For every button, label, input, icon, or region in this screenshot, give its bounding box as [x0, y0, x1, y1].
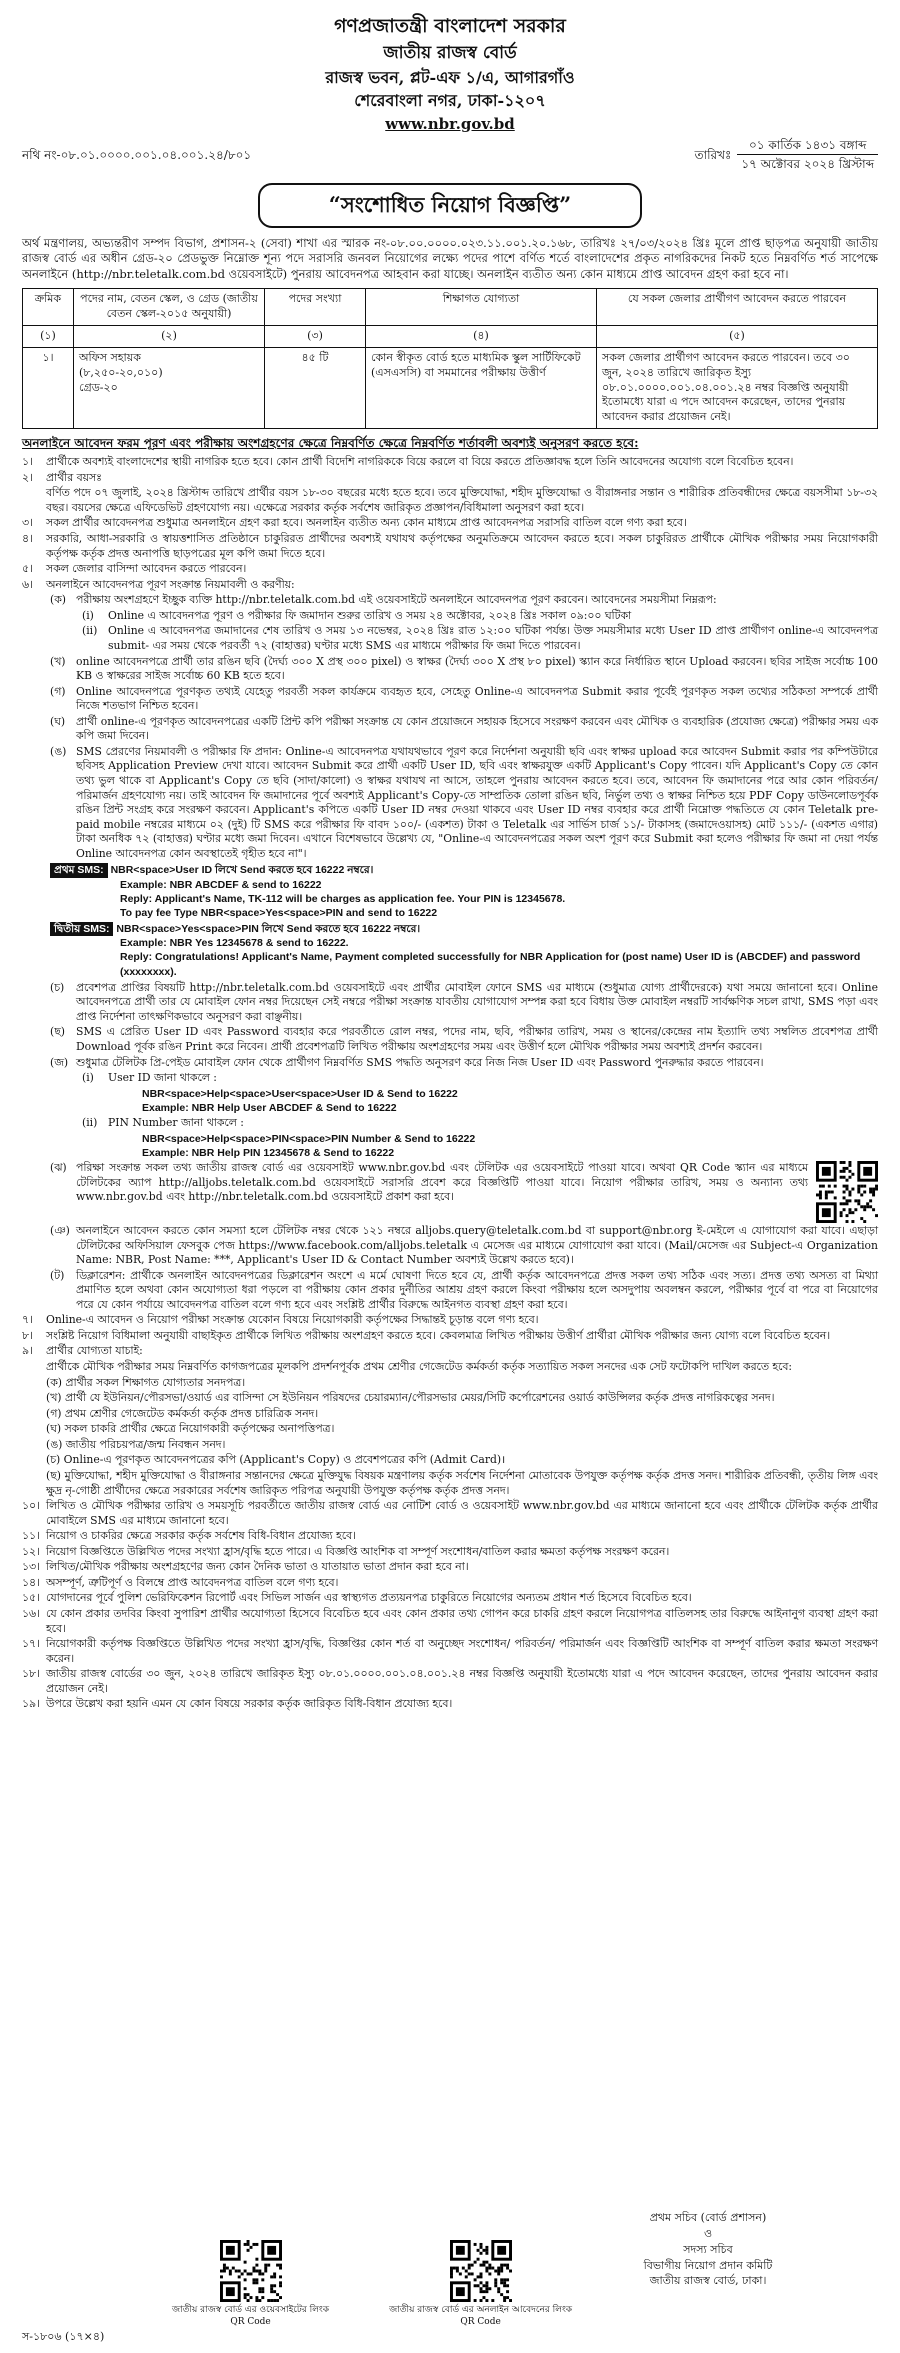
list-item: [22, 1407, 878, 1422]
list-item: [50, 745, 878, 862]
num-3: (৩): [265, 325, 366, 347]
num-2: (২): [74, 325, 265, 347]
date-label: তারিখঃ: [694, 147, 732, 162]
item-text: ডিক্লারেশন: প্রার্থীকে অনলাইন আবেদনপত্রের ডিক্লারেশন অংশে এ মর্মে ঘোষণা দিতে হবে যে, প্রার্থী কর্তৃক আবেদনপত্রে প্রদত্ত সকল তথ্য সঠিক এবং সত্য। প্রদত্ত তথ্য অসত্য বা মিথ্যা প্রমাণিত হলে অথবা কোন অযোগ্যতা ধরা পড়লে বা পরীক্ষায় কোন প্রকার দুর্নীতির আশ্রয় গ্রহণ করলে কিংবা পরীক্ষায় হলে অসদুপায় অবলম্বন করলে, পরীক্ষার পূর্বে বা পরে বা নিয়োগের পরে যে কোন পর্যায়ে আবেদনপত্র বাতিল বলে গণ্য হবে এবং সংশ্লিষ্ট প্রার্থীর বিরুদ্ধে আইনগত ব্যবস্থা গ্রহণ করা হবে।: [76, 1268, 878, 1311]
list-item: [50, 685, 878, 714]
date-bangla: ০১ কার্তিক ১৪৩১ বঙ্গাব্দ: [737, 136, 878, 155]
list-item: [22, 532, 878, 561]
qr-code-icon[interactable]: [816, 1161, 878, 1223]
item-text: (গ) প্রথম শ্রেণীর গেজেটেড কর্মকর্তা কর্তৃক প্রদত্ত চারিত্রিক সনদ।: [46, 1406, 319, 1420]
list-item: [22, 1422, 878, 1437]
item-number: ১৪।: [22, 1575, 40, 1589]
item-text: (ক) প্রার্থীর সকল শিক্ষাগত যোগ্যতার সনদপত্র।: [46, 1375, 246, 1389]
sign-line-3: সদস্য সচিব: [683, 2242, 733, 2256]
num-1: (১): [23, 325, 74, 347]
list-item: [22, 1438, 878, 1453]
sms-first-tag: প্রথম SMS:: [50, 863, 108, 877]
item-text: অনলাইনে আবেদন করতে কোন সমস্যা হলে টেলিটক নম্বর থেকে ১২১ নম্বরে alljobs.query@teletalk.com.bd বা support@nbr.org ই-মেইলে এ যোগাযোগ করা যাবে। এছাড়া টেলিটকের অফিসিয়াল ফেসবুক পেজ https://www.facebook.com/alljobs.teletalk এ মেসেজ এর মাধ্যমে যোগাযোগ করা যাবে। (Mail/মেসেজ এর Subject-এ Organization Name: NBR, Post Name: ***, Applicant's User ID & Contact Number অবশ্যই উল্লেখ করতে হবে)।: [76, 1223, 878, 1267]
recovery-list: [22, 1071, 878, 1160]
item-number: [22, 1469, 46, 1498]
qr-codes: [172, 2240, 572, 2328]
list-item: [22, 1391, 878, 1406]
item-text: (ছ) মুক্তিযোদ্ধা, শহীদ মুক্তিযোদ্ধা ও বীরাঙ্গনার সন্তানদের ক্ষেত্রে মুক্তিযুদ্ধ বিষয়ক মন্ত্রণালয় কর্তৃক সর্বশেষ নির্দেশনা মোতাবেক উপযুক্ত কর্তৃপক্ষ কর্তৃক প্রদত্ত সনদ। শারীরিক প্রতিবন্ধী, তৃতীয় লিঙ্গ এবং ক্ষুদ্র নৃ-গোষ্ঠী প্রার্থীদের ক্ষেত্রে সরকারের সর্বশেষ জারিকৃত পরিপত্র অনুযায়ী উপযুক্ত কর্তৃপক্ষ কর্তৃক প্রদত্ত সনদ।: [46, 1468, 878, 1497]
table-number-row: [23, 325, 878, 347]
item-number: ১১।: [22, 1529, 40, 1543]
col-serial: ক্রমিক: [23, 289, 74, 326]
info-rules-list: [22, 1161, 878, 1312]
item-number: ১৫।: [22, 1591, 40, 1605]
item-number: (ট): [50, 1268, 65, 1282]
item-text: সকল প্রার্থীর আবেদনপত্র শুধুমাত্র অনলাইনে গ্রহণ করা হবে। অনলাইন ব্যতীত অন্য কোন মাধ্যমে প্রাপ্ত আবেদনপত্র সরাসরি বাতিল বলে গণ্য করা হবে।: [46, 516, 687, 530]
item-number: ৯।: [22, 1344, 33, 1358]
qr-code-icon: [220, 2240, 282, 2302]
online-rules-list: [22, 593, 878, 861]
letterhead: [22, 14, 878, 134]
list-item: [22, 486, 878, 515]
item-text: সরকারি, আধা-সরকারি ও স্বায়ত্তশাসিত প্রতিষ্ঠানে চাকুরিরত প্রার্থীদের অবশ্যই যথাযথ কর্তৃপক্ষের অনুমতিক্রমে আবেদন করতে হবে। সকল চাকুরিরত প্রার্থীকে মৌখিক পরীক্ষার সময় নিয়োগকারী কর্তৃপক্ষ কর্তৃক প্রদত্ত অনাপত্তি ছাড়পত্রের মূল কপি জমা দিতে হবে।: [46, 532, 878, 560]
item-number: (ঘ): [50, 714, 66, 728]
item-number: ১৯।: [22, 1697, 40, 1711]
address-line-2: শেরেবাংলা নগর, ঢাকা-১২০৭: [354, 91, 546, 111]
list-item: [22, 562, 878, 577]
item-number: [22, 486, 46, 515]
list-item: [22, 1499, 878, 1528]
org-name: জাতীয় রাজস্ব বোর্ড: [383, 42, 517, 63]
qr-website[interactable]: [172, 2240, 329, 2328]
item-number: ১৬।: [22, 1607, 40, 1621]
item-number: (i): [82, 1071, 94, 1085]
gov-name: গণপ্রজাতন্ত্রী বাংলাদেশ সরকার: [334, 15, 566, 37]
item-text: প্রার্থীকে অবশ্যই বাংলাদেশের স্থায়ী নাগরিক হতে হবে। কোন প্রার্থী বিদেশি নাগরিককে বিয়ে করলে বা বিয়ে করতে প্রতিজ্ঞাবদ্ধ হলে তিনি আবেদনের অযোগ্য বলে বিবেচিত হবেন।: [46, 455, 794, 469]
row-serial: ১।: [23, 347, 74, 428]
item-number: [22, 1438, 46, 1453]
grade: গ্রেড-২০: [79, 380, 118, 394]
row-post: [74, 347, 265, 428]
item-number: ১৮।: [22, 1667, 40, 1681]
list-item: [50, 1224, 878, 1268]
date-block: [695, 136, 878, 173]
item-text: সংশ্লিষ্ট নিয়োগ বিধিমালা অনুযায়ী বাছাইকৃত প্রার্থীকে লিখিত পরীক্ষায় অংশগ্রহণ করতে হবে। কেবলমাত্র লিখিত পরীক্ষায় উত্তীর্ণ প্রার্থীরা মৌখিক পরীক্ষার জন্য যোগ্য বলে বিবেচিত হবেন।: [46, 1328, 831, 1342]
sms-first-line-1: NBR<space>User ID লিখে Send করতে হবে 16222 নম্বরে।: [110, 864, 374, 877]
sms-first: [50, 863, 878, 920]
item-number: ১০।: [22, 1499, 40, 1513]
item-number: (চ): [50, 980, 65, 994]
recovery-example: Example: NBR Help PIN 12345678 & Send to 16222: [142, 1146, 395, 1159]
item-text: (ঙ) জাতীয় পরিচয়পত্র/জন্ম নিবন্ধন সনদ।: [46, 1437, 226, 1451]
list-item: [22, 1360, 878, 1375]
item-number: ৮।: [22, 1328, 33, 1342]
item-text: লিখিত ও মৌখিক পরীক্ষার তারিখ ও সময়সূচি পরবর্তীতে জাতীয় রাজস্ব বোর্ড এর নোটিশ বোর্ড ও ওয়েবসাইট www.nbr.gov.bd এর মাধ্যমে জানানো হবে এবং প্রার্থীকে টেলিটক কর্তৃক প্রার্থীর মোবাইলে SMS এর মাধ্যমে জানানো হবে।: [46, 1499, 878, 1527]
sign-line-4: বিভাগীয় নিয়োগ প্রদান কমিটি: [643, 2258, 773, 2272]
reference-row: [22, 136, 878, 173]
item-text: online আবেদনপত্রে প্রার্থী তার রঙিন ছবি (দৈর্ঘ্য ৩০০ X প্রস্থ ৩০০ pixel) ও স্বাক্ষর (দৈর্ঘ্য ৩০০ X প্রস্থ ৮০ pixel) স্ক্যান করে নির্ধারিত স্থানে Upload করবেন। ছবির সাইজ সর্বোচ্চ 100 KB ও স্বাক্ষরের সাইজ সর্বোচ্চ 60 KB হতে হবে।: [76, 654, 878, 683]
item-number: (ঙ): [50, 744, 67, 758]
list-item: [50, 1025, 878, 1054]
item-number: [22, 1360, 46, 1375]
list-item: [22, 1607, 878, 1636]
list-item: [22, 1545, 878, 1560]
item-number: (খ): [50, 654, 66, 668]
item-text: Online এ আবেদনপত্র জমাদানের শেষ তারিখ ও সময় ১৩ নভেম্বর, ২০২৪ খ্রিঃ রাত ১২:০০ ঘটিকা পর্যন্ত। উক্ত সময়সীমার মধ্যে User ID প্রাপ্ত প্রার্থীগণ online-এ আবেদনপত্র submit- এর সময় থেকে পরবর্তী ৭২ (বাহাত্তর) ঘণ্টার মধ্যে SMS এর মাধ্যমে পরীক্ষার ফি জমা দিতে পারবেন।: [108, 624, 878, 652]
col-post: পদের নাম, বেতন স্কেল, ও গ্রেড (জাতীয় বেতন স্কেল-২০১৫ অনুযায়ী): [74, 289, 265, 326]
sms-second-line-2: Example: NBR Yes 12345678 & send to 16222.: [120, 937, 349, 950]
item-number: (ঞ): [50, 1223, 70, 1237]
qr-website-label: QR Code: [230, 2317, 271, 2328]
conditions-list: [22, 1313, 878, 1712]
sms-second-line-3: Reply: Congratulations! Applicant's Name, Payment completed successfully for NBR Application for (post name) User ID is (ABCDEF) and password (xxxxxxxx).: [120, 951, 861, 978]
row-count: ৪৫ টি: [265, 347, 366, 428]
list-item: [22, 1453, 878, 1468]
list-item: [22, 1667, 878, 1696]
item-text: নিয়োগ বিজ্ঞপ্তিতে উল্লিখিত পদের সংখ্যা হ্রাস/বৃদ্ধি হতে পারে। এ বিজ্ঞপ্তি আংশিক বা সম্পূর্ণ সংশোধন/বাতিল করার ক্ষমতা কর্তৃপক্ষ সংরক্ষণ করেন।: [46, 1544, 670, 1558]
date-english: ১৭ অক্টোবর ২০২৪ খ্রিস্টাব্দ: [741, 157, 874, 172]
item-text: শুধুমাত্র টেলিটক প্রি-পেইড মোবাইল ফোন থেকে প্রার্থীগণ নিম্নবর্ণিত SMS পদ্ধতি অনুসরণ করে নিজ নিজ User ID এবং Password পুনরুদ্ধার করতে পারবেন।: [76, 1055, 764, 1069]
posts-table: [22, 288, 878, 429]
qr-code-icon: [450, 2240, 512, 2302]
list-item: [22, 1697, 878, 1712]
item-number: ৭।: [22, 1313, 33, 1327]
sign-line-1: প্রথম সচিব (বোর্ড প্রশাসন): [649, 2211, 767, 2224]
item-number: [22, 1407, 46, 1422]
item-text: যে কোন প্রকার তদবির কিংবা সুপারিশ প্রার্থীর অযোগ্যতা হিসেবে বিবেচিত হবে এবং কোন প্রকার তথ্য গোপন করে চাকরি গ্রহণ করলে নিয়োগপত্র বাতিলসহ তার বিরুদ্ধে আইনানুগ ব্যবস্থা গ্রহণ করা হবে।: [46, 1607, 878, 1635]
table-row: [23, 347, 878, 428]
item-number: ১২।: [22, 1544, 40, 1558]
instructions-heading: অনলাইনে আবেদন ফরম পূরণ এবং পরীক্ষায় অংশগ্রহণের ক্ষেত্রে নিম্নবর্ণিত ক্ষেত্রে নিম্নবর্ণিত শর্তাবলী অবশ্যই অনুসরণ করতে হবে:: [22, 436, 639, 451]
item-text: SMS এ প্রেরিত User ID এবং Password ব্যবহার করে পরবর্তীতে রোল নম্বর, পদের নাম, ছবি, পরীক্ষার তারিখ, সময় ও স্থানের/কেন্দ্রের নাম ইত্যাদি তথ্য সম্বলিত প্রবেশপত্র প্রার্থী Download পূর্বক রঙিন Print করে নিবেন। প্রার্থী প্রবেশপত্রটি লিখিত পরীক্ষায় অংশগ্রহণের সময় এবং উত্তীর্ণ হলে মৌখিক পরীক্ষার সময় অবশ্যই প্রদর্শন করবেন।: [76, 1025, 878, 1054]
print-code: স-১৮০৬ (১৭×৪): [22, 2330, 105, 2343]
list-item: [22, 1313, 878, 1328]
list-item: [50, 981, 878, 1025]
sms-second-tag: দ্বিতীয় SMS:: [50, 922, 113, 936]
sms-second: [50, 922, 878, 979]
list-item: [22, 1469, 878, 1498]
table-header-row: [23, 289, 878, 326]
sms-first-line-4: To pay fee Type NBR<space>Yes<space>PIN and send to 16222: [120, 906, 438, 919]
list-item: [50, 1056, 878, 1071]
col-qualification: শিক্ষাগত যোগ্যতা: [366, 289, 597, 326]
recovery-command: NBR<space>Help<space>User<space>User ID & Send to 16222: [142, 1087, 458, 1100]
sign-line-2: ও: [703, 2226, 713, 2240]
item-text: উপরে উল্লেখ করা হয়নি এমন যে কোন বিষয়ে সরকার কর্তৃক জারিকৃত বিধি-বিধান প্রযোজ্য হবে।: [46, 1697, 453, 1711]
item-text: প্রার্থী online-এ পূরণকৃত আবেদনপত্রের একটি প্রিন্ট কপি পরীক্ষা সংক্রান্ত যে কোন প্রয়োজনে সহায়ক হিসেবে সংরক্ষণ করবেন এবং মৌখিক ও ব্যবহারিক (প্রযোজ্য ক্ষেত্রে) পরীক্ষার সময় এক কপি জমা দিবেন।: [76, 714, 878, 743]
item-number: ৩।: [22, 516, 33, 530]
recovery-command: NBR<space>Help<space>PIN<space>PIN Number & Send to 16222: [142, 1132, 476, 1145]
item-text: Online-এ আবেদন ও নিয়োগ পরীক্ষা সংক্রান্ত যেকোন বিষয়ে নিয়োগকারী কর্তৃপক্ষের সিদ্ধান্তই চূড়ান্ত বলে গণ্য হবে।: [46, 1313, 539, 1327]
item-text: প্রার্থীর যোগ্যতা যাচাই:: [46, 1344, 143, 1358]
item-number: ১।: [22, 455, 33, 469]
post-name: অফিস সহায়ক: [79, 350, 141, 364]
item-number: (গ): [50, 684, 66, 698]
num-4: (৪): [366, 325, 597, 347]
sms-first-line-3: Reply: Applicant's Name, TK-112 will be charges as application fee. Your PIN is 12345678.: [120, 892, 566, 905]
list-item: [50, 1161, 878, 1223]
admit-rules-list: [22, 981, 878, 1070]
item-number: [22, 1422, 46, 1437]
item-number: [22, 1376, 46, 1391]
list-item: [22, 1376, 878, 1391]
list-item: [22, 1344, 878, 1359]
list-item: [22, 1329, 878, 1344]
item-text: জাতীয় রাজস্ব বোর্ডের ৩০ জুন, ২০২৪ তারিখে জারিকৃত ইস্যু ০৮.০১.০০০০.০০১.০৪.০০১.২৪ নম্বর বিজ্ঞপ্তি অনুযায়ী ইতোমধ্যে যারা এ পদে আবেদন করেছেন, তাদের পুনরায় আবেদন করার প্রয়োজন নেই।: [46, 1667, 878, 1695]
item-text: লিখিত/মৌখিক পরীক্ষায় অংশগ্রহণের জন্য কোন দৈনিক ভাতা ও যাতায়াত ভাতা প্রদান করা হবে না।: [46, 1560, 469, 1574]
item-text: Online এ আবেদনপত্র পূরণ ও পরীক্ষার ফি জমাদান শুরুর তারিখ ও সময় ২৪ অক্টোবর, ২০২৪ খ্রিঃ সকাল ০৯:০০ ঘটিকা: [108, 608, 632, 622]
list-item: [50, 1269, 878, 1313]
recovery-item: [22, 1071, 878, 1115]
row-districts: সকল জেলার প্রার্থীগণ আবেদন করতে পারবেন। তবে ৩০ জুন, ২০২৪ তারিখে জারিকৃত ইস্যু ০৮.০১.০০০০.০০১.০৪.০০১.২৪ নম্বর বিজ্ঞপ্তি অনুযায়ী ইতোমধ্যে যারা এ পদে আবেদন করেছেন, তাদের পুনরায় আবেদন করার প্রয়োজন নেই।: [597, 347, 878, 428]
recovery-heading: User ID জানা থাকলে :: [108, 1071, 217, 1085]
item-number: (জ): [50, 1055, 69, 1069]
pay-scale: (৮,২৫০-২০,০১০): [79, 365, 163, 379]
list-item: [82, 609, 878, 624]
qr-website-caption: জাতীয় রাজস্ব বোর্ড এর ওয়েবসাইটের লিংক: [172, 2305, 330, 2315]
item-text: পরীক্ষায় অংশগ্রহণে ইচ্ছুক ব্যক্তি http://nbr.teletalk.com.bd এই ওয়েবসাইটে অনলাইনে আবেদনপত্র পূরণ করবেন। আবেদনের সময়সীমা নিম্নরূপ:: [76, 593, 717, 607]
sign-line-5: জাতীয় রাজস্ব বোর্ড, ঢাকা।: [649, 2274, 767, 2288]
item-text: (ঘ) সকল চাকরি প্রার্থীর ক্ষেত্রে নিয়োগকারী কর্তৃপক্ষের অনাপত্তিপত্র।: [46, 1422, 335, 1436]
qr-application[interactable]: [389, 2240, 572, 2328]
item-number: (ছ): [50, 1025, 65, 1039]
list-item: [22, 471, 878, 486]
sms-second-line-1: NBR<space>Yes<space>PIN লিখে Send করতে হবে 16222 নম্বরে।: [116, 923, 421, 936]
item-text: প্রবেশপত্র প্রাপ্তির বিষয়টি http://nbr.teletalk.com.bd ওয়েবসাইটে এবং প্রার্থীর মোবাইল ফোনে SMS এর মাধ্যমে (শুধুমাত্র যোগ্য প্রার্থীদেরকে) যথা সময়ে জানানো হবে। Online আবেদনপত্রে প্রার্থী তার যে মোবাইল ফোন নম্বর দিয়েছেন সেই নম্বরে পরীক্ষা সংক্রান্ত যাবতীয় যোগাযোগ সম্পন্ন করা হবে বিধায় উক্ত মোবাইল নম্বরটি সার্বক্ষণিক সচল রাখা, SMS পড়া এবং প্রাপ্ত নির্দেশনা তাৎক্ষণিকভাবে অনুসরণ করা বাঞ্ছনীয়।: [76, 980, 878, 1023]
list-item: [22, 578, 878, 593]
item-number: ২।: [22, 470, 33, 484]
item-number: (ক): [50, 593, 66, 607]
signature-block: [578, 2210, 838, 2290]
intro-paragraph: অর্থ মন্ত্রণালয়, অভ্যন্তরীণ সম্পদ বিভাগ, প্রশাসন-২ (সেবা) শাখা এর স্মারক নং-০৮.০০.০০০০.০২৩.১১.০০১.২০.১৬৮, তারিখঃ ২৭/০৩/২০২৪ খ্রিঃ মূলে প্রাপ্ত ছাড়পত্র অনুযায়ী জাতীয় রাজস্ব বোর্ড এর অধীন গ্রেড-২০ প্রেডভুক্ত নিম্নোক্ত শূন্য পদে সরাসরি জনবল নিয়োগের লক্ষ্যে পদের পাশে বর্ণিত শর্তে বাংলাদেশের প্রকৃত নাগরিকদের নিকট হতে নিম্নবর্ণিত শর্ত সাপেক্ষে অনলাইনে (http://nbr.teletalk.com.bd ওয়েবসাইটে) পুনরায় আবেদনপত্র আহবান করা যাচ্ছে। অনলাইন ব্যতীত অন্য কোন মাধ্যমে প্রাপ্ত আবেদন গ্রহণ করা হবে না।: [22, 235, 878, 281]
item-number: (i): [82, 608, 94, 622]
list-item: [82, 624, 878, 653]
col-districts: যে সকল জেলার প্রার্থীগণ আবেদন করতে পারবেন: [597, 289, 878, 326]
list-item: [22, 1560, 878, 1575]
item-text: প্রার্থীর বয়সঃ: [46, 470, 102, 484]
notice-title: “সংশোধিত নিয়োগ বিজ্ঞপ্তি”: [258, 183, 642, 227]
item-number: ৬।: [22, 577, 33, 591]
website-link[interactable]: www.nbr.gov.bd: [385, 114, 515, 133]
recovery-heading: PIN Number জানা থাকলে :: [108, 1116, 244, 1130]
list-item: [22, 1529, 878, 1544]
address-line-1: রাজস্ব ভবন, প্লট-এফ ১/এ, আগারগাঁও: [325, 67, 575, 87]
item-number: (ঝ): [50, 1160, 67, 1174]
row-qualification: কোন স্বীকৃত বোর্ড হতে মাধ্যমিক স্কুল সার্টিফিকেট (এসএসসি) বা সমমানের পরীক্ষায় উত্তীর্ণ: [366, 347, 597, 428]
item-text: বর্ণিত পদে ০৭ জুলাই, ২০২৪ খ্রিস্টাব্দ তারিখে প্রার্থীর বয়স ১৮-৩০ বছরের মধ্যে হতে হবে। তবে মুক্তিযোদ্ধা, শহীদ মুক্তিযোদ্ধা ও বীরাঙ্গনার সন্তান ও শারীরিক প্রতিবন্ধীদের ক্ষেত্রে বয়সসীমা ১৮-৩২ বছর। বয়সের ক্ষেত্রে এফিডেভিট গ্রহণযোগ্য নয়। এক্ষেত্রে সরকার কর্তৃক সর্বশেষ জারিকৃত প্রজ্ঞাপন/বিধিমালা অনুসরণ করা হবে।: [46, 486, 878, 514]
item-text: যোগদানের পূর্বে পুলিশ ভেরিফিকেশন রিপোর্ট এবং সিভিল সার্জন এর স্বাস্থ্যগত প্রত্যয়নপত্র চাকুরিতে নিয়োগের অন্যতম প্রধান শর্ত হিসেবে বিবেচিত হবে।: [46, 1591, 692, 1605]
list-item: [22, 455, 878, 470]
item-text: পরিক্ষা সংক্রান্ত সকল তথ্য জাতীয় রাজস্ব বোর্ড এর ওয়েবসাইট www.nbr.gov.bd এবং টেলিটক এর ওয়েবসাইটে পাওয়া যাবে। অথবা QR Code স্ক্যান এর মাধ্যমে টেলিটকের অ্যাপ http://alljobs.teletalk.com.bd ওয়েবসাইটে সরাসরি প্রবেশ করে বিজ্ঞপ্তিটি পাওয়া যাবে। নিয়োগ পরীক্ষার তারিখ, সময় ও অন্যান্য তথ্য www.nbr.gov.bd এবং http://nbr.teletalk.com.bd ওয়েবসাইটে প্রকাশ করা হবে।: [76, 1160, 808, 1204]
recovery-example: Example: NBR Help User ABCDEF & Send to 16222: [142, 1101, 397, 1114]
item-number: ৫।: [22, 562, 33, 576]
list-item: [50, 655, 878, 684]
recovery-item: [22, 1116, 878, 1160]
list-item: [22, 1637, 878, 1666]
list-item: [50, 593, 878, 608]
item-text: প্রার্থীকে মৌখিক পরীক্ষার সময় নিম্নবর্ণিত কাগজপত্রের মূলকপি প্রদর্শনপূর্বক প্রথম শ্রেণীর গেজেটেড কর্মকর্তা কর্তৃক সত্যায়িত সকল সনদের এক সেট ফটোকপি দাখিল করতে হবে:: [46, 1360, 793, 1374]
list-item: [22, 516, 878, 531]
item-number: ৪।: [22, 532, 33, 546]
item-number: (ii): [82, 1116, 98, 1130]
instructions-list: [22, 455, 878, 592]
qr-application-caption: জাতীয় রাজস্ব বোর্ড এর অনলাইন আবেদনের লিংক: [389, 2305, 573, 2315]
num-5: (৫): [597, 325, 878, 347]
qr-application-label: QR Code: [460, 2317, 501, 2328]
list-item: [50, 715, 878, 744]
memo-number: নথি নং-০৮.০১.০০০০.০০১.০৪.০০১.২৪/৮০১: [22, 147, 252, 162]
item-text: নিয়োগ ও চাকরির ক্ষেত্রে সরকার কর্তৃক সর্বশেষ বিধি-বিধান প্রযোজ্য হবে।: [46, 1529, 356, 1543]
sms-first-line-2: Example: NBR ABCDEF & send to 16222: [120, 878, 322, 891]
item-text: (চ) Online-এ পূরণকৃত আবেদনপত্রের কপি (Applicant's Copy) ও প্রবেশপত্রের কপি (Admit Card)।: [46, 1453, 506, 1467]
list-item: [22, 1576, 878, 1591]
item-text: (খ) প্রার্থী যে ইউনিয়ন/পৌরসভা/ওয়ার্ড এর বাসিন্দা সে ইউনিয়ন পরিষদের চেয়ারম্যান/পৌরসভার মেয়র/সিটি কর্পোরেশনের ওয়ার্ড কাউন্সিলর কর্তৃক প্রদত্ত নাগরিকত্বের সনদ।: [46, 1391, 775, 1405]
col-count: পদের সংখ্যা: [265, 289, 366, 326]
item-text: SMS প্রেরণের নিয়মাবলী ও পরীক্ষার ফি প্রদান: Online-এ আবেদনপত্র যথাযথভাবে পূরণ করে নির্দেশনা অনুযায়ী ছবি এবং স্বাক্ষর upload করে আবেদন Submit করার পর কম্পিউটারে ছবিসহ Application Preview দেখা যাবে। আবেদন Submit করে প্রার্থী একটি User ID, ছবি এবং স্বাক্ষরযুক্ত একটি Applicant's Copy পাবেন। যদি Applicant's Copy তে কোন তথ্য ভুল থাকে বা Applicant's Copy তে ছবি (সাদা/কালো) ও স্বাক্ষর যথাযথ না আসে, তাহলে পুনরায় আবেদন করতে হবে। তবে, আবেদন ফি জমাদানের পরে আর কোন পরিবর্তন/পরিমার্জন গ্রহণযোগ্য নয়। তাই আবেদন ফি জমাদানের পূর্বে অবশ্যই Applicant's Copy-তে সাম্প্রতিক তোলা রঙিন ছবি, নির্ভুল তথ্য ও স্বাক্ষর নিশ্চিত হয়ে PDF Copy ডাউনলোডপূর্বক রঙিন প্রিন্ট সংগ্রহ করে সংরক্ষণ করবেন। Applicant's কপিতে একটি User ID নম্বর দেওয়া থাকবে এবং User ID নম্বর ব্যবহার করে প্রার্থী নিম্নোক্ত পদ্ধতিতে যে কোন Teletalk pre-paid mobile নম্বরের মাধ্যমে ০২ (দুই) টি SMS করে পরীক্ষার ফি বাবদ ১০০/- (একশত) টাকা ও Teletalk এর সার্ভিস চার্জ ১১/- টাকাসহ (জমাদেওয়াসহ) মোট ১১১/- (একশত এগার) টাকা অনধিক ৭২ (বাহাত্তর) ঘণ্টার মধ্যে জমা দিবেন। এখানে বিশেষভাবে উল্লেখ্য যে, "Online-এ আবেদনপত্রের সকল অংশ পূরণ করে Submit করা হলেও পরীক্ষার ফি জমা না দেয়া পর্যন্ত Online আবেদনপত্র কোন অবস্থাতেই গৃহীত হবে না"।: [76, 744, 878, 860]
item-text: Online আবেদনপত্রে পূরণকৃত তথ্যই যেহেতু পরবর্তী সকল কার্যক্রমে ব্যবহৃত হবে, সেহেতু Online-এ আবেদনপত্র Submit করার পূর্বেই পূরণকৃত সকল তথ্যের সঠিকতা সম্পর্কে প্রার্থী নিজে শতভাগ নিশ্চিত হবেন।: [76, 684, 878, 713]
item-text: অনলাইনে আবেদনপত্র পূরণ সংক্রান্ত নিয়মাবলী ও করণীয়:: [46, 577, 295, 591]
item-text: সকল জেলার বাসিন্দা আবেদন করতে পারবেন।: [46, 562, 247, 576]
item-text: অসম্পূর্ণ, ত্রুটিপূর্ণ ও বিলম্বে প্রাপ্ত আবেদনপত্র বাতিল বলে গণ্য হবে।: [46, 1575, 339, 1589]
item-number: ১৩।: [22, 1560, 40, 1574]
list-item: [22, 1591, 878, 1606]
item-number: (ii): [82, 624, 98, 638]
item-text: নিয়োগকারী কর্তৃপক্ষ বিজ্ঞপ্তিতে উল্লিখিত পদের সংখ্যা হ্রাস/বৃদ্ধি, বিজ্ঞপ্তির কোন শর্ত বা অনুচ্ছেদ সংশোধন/ পরিবর্তন/ পরিমার্জন এবং বিজ্ঞপ্তিটি আংশিক বা সম্পূর্ণ বাতিল করার ক্ষমতা সংরক্ষণ করেন।: [46, 1637, 878, 1665]
item-number: ১৭।: [22, 1637, 40, 1651]
item-number: [22, 1453, 46, 1468]
item-number: [22, 1391, 46, 1406]
